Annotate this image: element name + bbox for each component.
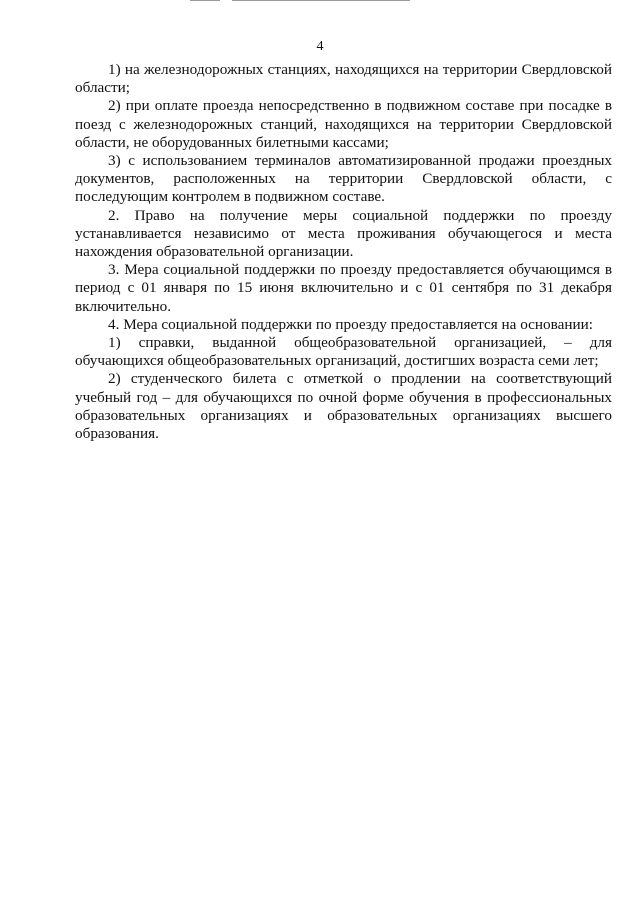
document-body [75, 61, 612, 443]
paragraph-point-3: 3. Мера социальной поддержки по проезду предоставляется обучающимся в период с 01 января по 15 июня включительно и с 01 сентября по 31 декабря включительно. [75, 261, 612, 315]
page-number: 4 [316, 39, 324, 54]
paragraph-point-4: 4. Мера социальной поддержки по проезду предоставляется на основании: [108, 315, 593, 333]
scan-artifact-line [190, 0, 220, 1]
paragraph-item-1: 1) на железнодорожных станциях, находящихся на территории Свердловской области; [75, 61, 612, 97]
paragraph-subitem-1: 1) справки, выданной общеобразовательной организацией, – для обучающихся общеобразовательных организаций, достигших возраста семи лет; [75, 334, 612, 370]
paragraph-item-2: 2) при оплате проезда непосредственно в подвижном составе при посадке в поезд с железнодорожных станций, находящихся на территории Свердловской области, не оборудованных билетными кассами; [75, 97, 612, 151]
scan-artifact-line [232, 0, 410, 1]
paragraph-point-2: 2. Право на получение меры социальной поддержки по проезду устанавливается независимо от места проживания обучающегося и места нахождения образовательной организации. [75, 206, 612, 261]
paragraph-item-3: 3) с использованием терминалов автоматизированной продажи проездных документов, расположенных на территории Свердловской области, с последующим контролем в подвижном составе. [75, 152, 612, 206]
paragraph-subitem-2: 2) студенческого билета с отметкой о продлении на соответствующий учебный год – для обучающихся по очной форме обучения в профессиональных образовательных организациях и образовательных организациях высшего образования. [75, 370, 612, 443]
